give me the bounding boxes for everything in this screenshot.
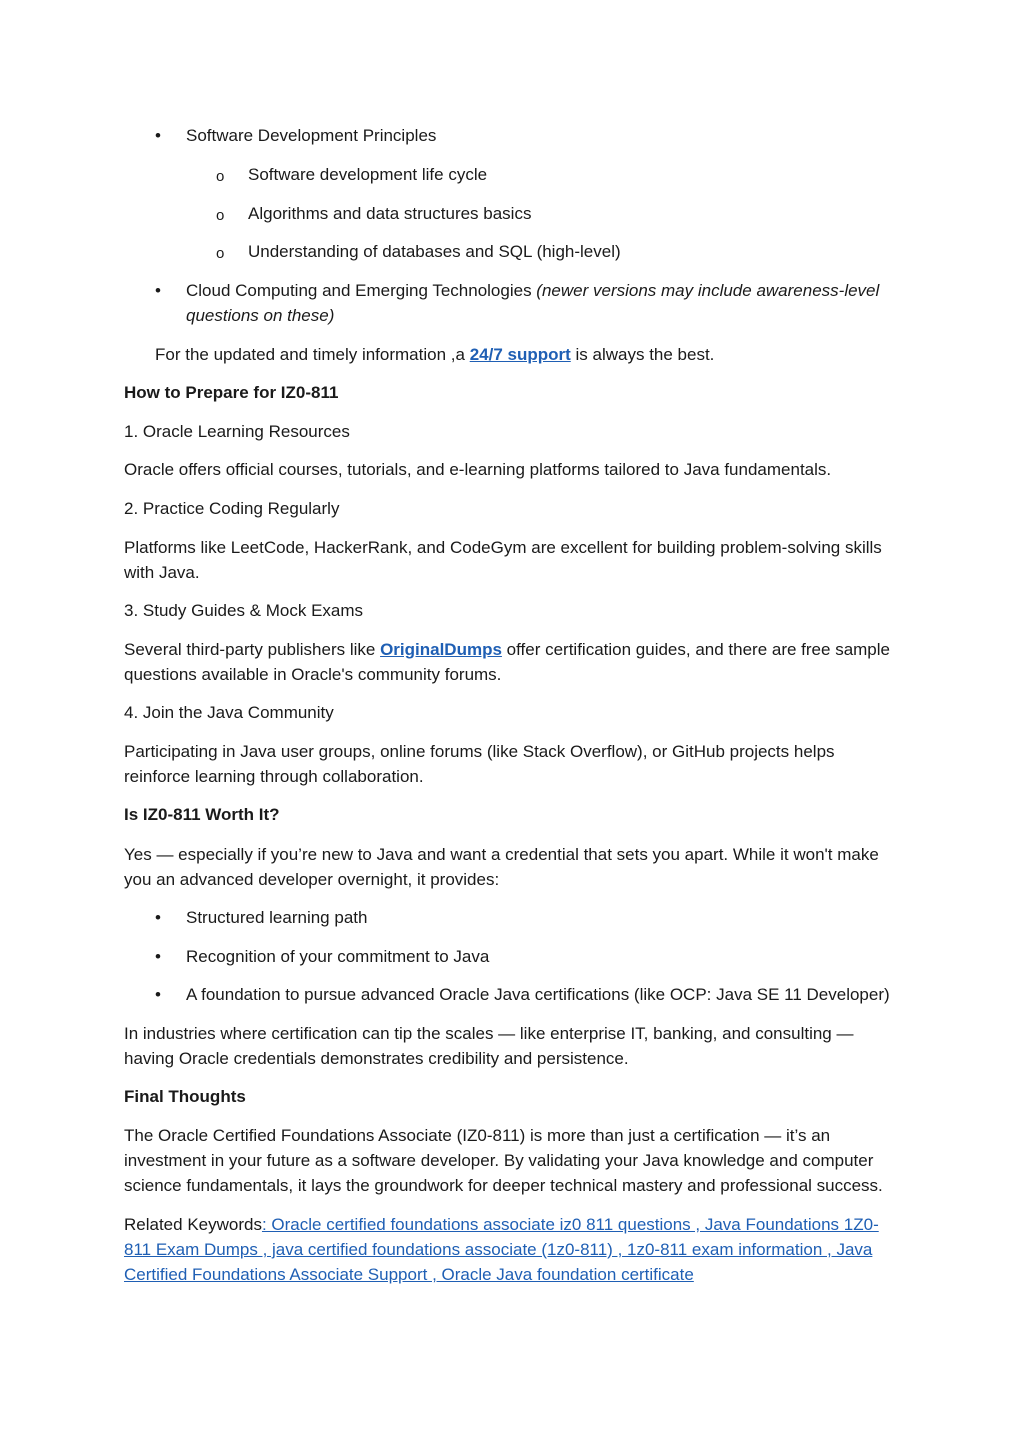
- final-text: The Oracle Certified Foundations Associate (IZ0-811) is more than just a certification — it’s an investment in your future as a software developer. By validating your Java knowledge and computer science fundamentals, it lays the groundwork for deeper technical mastery and professional success.: [124, 1126, 883, 1195]
- sub-bullet-marker: o: [216, 168, 225, 185]
- sub-bullet-marker: o: [216, 207, 225, 224]
- sub-list-item: Software development life cycle: [248, 165, 488, 184]
- list-item: Software Development Principles: [186, 126, 437, 145]
- bullet-marker: •: [155, 126, 161, 145]
- list-item-text: Cloud Computing and Emerging Technologies: [186, 281, 537, 300]
- step-text: Platforms like LeetCode, HackerRank, and CodeGym are excellent for building problem-solving skills with Java.: [124, 538, 882, 582]
- support-text-after: is always the best.: [570, 345, 715, 364]
- bullet-marker: •: [155, 908, 161, 927]
- step-text-after: offer certification guides, and there are free sample questions available in Oracle's community forums.: [124, 640, 890, 684]
- worth-closing: In industries where certification can tip the scales — like enterprise IT, banking, and consulting — having Oracle credentials demonstrates credibility and persistence.: [124, 1024, 854, 1068]
- step-title: 2. Practice Coding Regularly: [124, 499, 340, 518]
- support-text-before: For the updated and timely information ,a: [155, 345, 470, 364]
- step-text: Participating in Java user groups, online forums (like Stack Overflow), or GitHub projects helps reinforce learning through collaboration.: [124, 742, 835, 786]
- final-heading: Final Thoughts: [124, 1087, 246, 1106]
- related-label: Related Keywords: [124, 1215, 262, 1234]
- sub-bullet-marker: o: [216, 245, 225, 262]
- worth-bullet: A foundation to pursue advanced Oracle Java certifications (like OCP: Java SE 11 Developer): [186, 985, 890, 1004]
- related-keywords: [124, 1212, 904, 1287]
- step-title: 3. Study Guides & Mock Exams: [124, 601, 364, 620]
- list-item: [186, 278, 896, 328]
- bullet-marker: •: [155, 985, 161, 1004]
- worth-intro: Yes — especially if you’re new to Java and want a credential that sets you apart. While it won't make you an advanced developer overnight, it provides:: [124, 845, 879, 889]
- list-item-note: (newer versions may include awareness-level questions on these): [186, 281, 880, 325]
- prepare-heading: How to Prepare for IZ0-811: [124, 383, 339, 402]
- step-text: Oracle offers official courses, tutorials, and e-learning platforms tailored to Java fundamentals.: [124, 460, 832, 479]
- originaldumps-link[interactable]: OriginalDumps: [380, 640, 502, 659]
- support-paragraph: [155, 342, 714, 367]
- bullet-marker: •: [155, 947, 161, 966]
- step-title: 1. Oracle Learning Resources: [124, 422, 350, 441]
- step-text-before: Several third-party publishers like: [124, 640, 381, 659]
- step-text: [124, 637, 904, 687]
- step-title: 4. Join the Java Community: [124, 703, 334, 722]
- related-links[interactable]: : Oracle certified foundations associate iz0 811 questions , Java Foundations 1Z0-811 Exam Dumps , java certified foundations associate (1z0-811) , 1z0-811 exam information , Java Certified Foundations Associate Support , Oracle Java foundation certificate: [124, 1215, 879, 1284]
- sub-list-item: Understanding of databases and SQL (high-level): [248, 242, 621, 261]
- support-link[interactable]: 24/7 support: [469, 345, 571, 364]
- sub-list-item: Algorithms and data structures basics: [248, 204, 532, 223]
- worth-heading: Is IZ0-811 Worth It?: [124, 805, 280, 824]
- bullet-marker: •: [155, 281, 161, 300]
- worth-bullet: Recognition of your commitment to Java: [186, 947, 490, 966]
- worth-bullet: Structured learning path: [186, 908, 368, 927]
